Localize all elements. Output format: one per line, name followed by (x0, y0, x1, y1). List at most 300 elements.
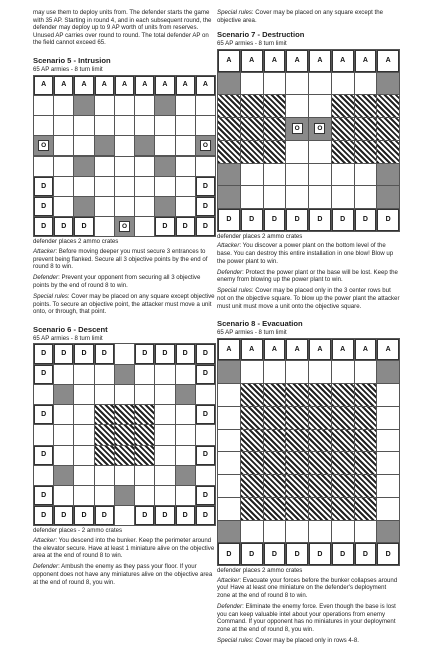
objective-area-cell (264, 430, 286, 452)
defender-deploy-cell: D (196, 405, 215, 424)
empty-cell (176, 486, 195, 505)
objective-area-cell (115, 405, 134, 424)
objective-area-cell (264, 498, 286, 520)
scenario-5-title: Scenario 5 - Intrusion (33, 55, 111, 65)
defender-deploy-cell: D (34, 365, 53, 384)
empty-cell (95, 116, 114, 135)
empty-cell (264, 521, 286, 543)
scenario-6-attacker: Attacker: You descend into the bunker. Keep the perimeter around the elevator secure. Have at least 1 miniature alive on the objective area at the end of round 8 to win. (33, 537, 215, 560)
objective-area-cell (355, 384, 377, 406)
empty-cell (377, 430, 399, 452)
empty-cell (74, 365, 93, 384)
empty-cell (54, 425, 73, 444)
empty-cell (355, 521, 377, 543)
objective-area-cell (309, 407, 331, 429)
scenario-7-subtitle: 65 AP armies - 8 turn limit (217, 40, 287, 48)
attacker-deploy-cell: A (309, 339, 331, 361)
objective-area-cell (377, 118, 399, 140)
objective-area-cell (241, 452, 263, 474)
objective-area-cell (264, 141, 286, 163)
objective-area-cell (309, 475, 331, 497)
empty-cell (115, 157, 134, 176)
defender-deploy-cell: D (34, 344, 53, 363)
attacker-deploy-cell: A (286, 50, 308, 72)
empty-cell (377, 384, 399, 406)
attacker-deploy-cell: A (95, 76, 114, 95)
attacker-deploy-cell: A (196, 76, 215, 95)
empty-cell (115, 96, 134, 115)
empty-cell (95, 157, 114, 176)
scenario-8-map (217, 338, 400, 567)
defender-deploy-cell: D (286, 209, 308, 231)
wall-cell (135, 136, 154, 155)
empty-cell (309, 73, 331, 95)
wall-cell (377, 186, 399, 208)
defender-deploy-cell: D (355, 209, 377, 231)
empty-cell (54, 405, 73, 424)
empty-cell (115, 116, 134, 135)
objective-area-cell (264, 384, 286, 406)
wall-cell (377, 361, 399, 383)
wall-cell (115, 365, 134, 384)
defender-deploy-cell: D (155, 217, 174, 236)
defender-deploy-cell: D (218, 209, 240, 231)
scenario-5-map (33, 75, 216, 238)
empty-cell (286, 521, 308, 543)
empty-cell (74, 466, 93, 485)
wall-cell (74, 96, 93, 115)
defender-deploy-cell: D (332, 543, 354, 565)
defender-deploy-cell: D (196, 506, 215, 525)
empty-cell (54, 96, 73, 115)
empty-cell (196, 116, 215, 135)
empty-cell (135, 486, 154, 505)
defender-deploy-cell: D (34, 217, 53, 236)
scenario-6-map (33, 343, 216, 526)
empty-cell (34, 466, 53, 485)
empty-cell (135, 466, 154, 485)
empty-cell (34, 96, 53, 115)
objective-area-cell (309, 430, 331, 452)
empty-cell (135, 96, 154, 115)
defender-deploy-cell: D (377, 209, 399, 231)
empty-cell (286, 361, 308, 383)
wall-cell (74, 157, 93, 176)
scenario-7-map (217, 49, 400, 232)
empty-cell (74, 136, 93, 155)
empty-cell (135, 365, 154, 384)
empty-cell (377, 407, 399, 429)
objective-area-cell (115, 425, 134, 444)
defender-deploy-cell: D (176, 506, 195, 525)
empty-cell (155, 446, 174, 465)
scenario-5-caption: defender places 2 ammo crates (33, 238, 119, 246)
empty-cell (95, 466, 114, 485)
empty-cell (74, 446, 93, 465)
empty-cell (74, 425, 93, 444)
empty-cell (241, 164, 263, 186)
empty-cell (264, 73, 286, 95)
empty-cell (377, 452, 399, 474)
scenario-5-subtitle: 65 AP armies - 8 turn limit (33, 65, 103, 73)
attacker-deploy-cell: A (176, 76, 195, 95)
empty-cell (155, 466, 174, 485)
wall-cell (95, 136, 114, 155)
empty-cell (74, 177, 93, 196)
objective-area-cell (332, 95, 354, 117)
empty-cell (54, 365, 73, 384)
objective-area-cell (286, 475, 308, 497)
attacker-deploy-cell: A (309, 50, 331, 72)
empty-cell (264, 361, 286, 383)
scenario-6-title: Scenario 6 - Descent (33, 324, 108, 334)
empty-cell (309, 164, 331, 186)
empty-cell (196, 157, 215, 176)
objective-area-cell (241, 407, 263, 429)
objective-area-cell (309, 384, 331, 406)
empty-cell (95, 177, 114, 196)
wall-cell (115, 486, 134, 505)
intro-paragraph: may use them to deploy units from. The defender starts the game with 35 AP. Starting in round 4, and in each subsequent round, the defender may deploy up to 9 AP worth of units from reserves. Unused AP carries over round to round. The total defender AP on the field cannot exceed 65. (33, 9, 212, 47)
objective-area-cell (264, 407, 286, 429)
empty-cell (355, 361, 377, 383)
empty-cell (135, 157, 154, 176)
scenario-6-subtitle: 65 AP armies - 8 turn limit (33, 334, 103, 342)
wall-cell (176, 385, 195, 404)
defender-deploy-cell: D (34, 177, 53, 196)
wall-cell (377, 164, 399, 186)
defender-deploy-cell: D (264, 209, 286, 231)
objective-point-cell: O (115, 217, 134, 236)
defender-deploy-cell: D (286, 543, 308, 565)
defender-deploy-cell: D (54, 217, 73, 236)
empty-cell (155, 116, 174, 135)
empty-cell (34, 425, 53, 444)
empty-cell (218, 475, 240, 497)
objective-point-cell: O (309, 118, 331, 140)
wall-cell (218, 361, 240, 383)
empty-cell (135, 385, 154, 404)
empty-cell (286, 95, 308, 117)
attacker-deploy-cell: A (332, 50, 354, 72)
empty-cell (54, 116, 73, 135)
scenario-8-caption: defender places 2 ammo crates (217, 567, 303, 575)
empty-cell (309, 521, 331, 543)
objective-area-cell (241, 475, 263, 497)
scenario-7-attacker: Attacker: You discover a power plant on the bottom level of the base. You can destroy this entire installation in one blow! Blow up the power plant to win. (217, 242, 394, 265)
empty-cell (74, 116, 93, 135)
objective-area-cell (332, 118, 354, 140)
empty-cell (155, 486, 174, 505)
empty-cell (196, 425, 215, 444)
scenario-7-caption: defender places 2 ammo crates (217, 232, 303, 240)
objective-area-cell (135, 425, 154, 444)
wall-cell (155, 157, 174, 176)
empty-cell (309, 141, 331, 163)
empty-cell (135, 116, 154, 135)
objective-area-cell (377, 95, 399, 117)
objective-area-cell (355, 475, 377, 497)
scenario-6-defender: Defender: Ambush the enemy as they pass your floor. If your opponent does not have any miniatures alive on the objective area at the end of round 8, you win. (33, 563, 213, 586)
attacker-deploy-cell: A (355, 339, 377, 361)
empty-cell (218, 452, 240, 474)
empty-cell (155, 385, 174, 404)
objective-area-cell (218, 141, 240, 163)
attacker-deploy-cell: A (264, 50, 286, 72)
objective-area-cell (286, 407, 308, 429)
empty-cell (332, 73, 354, 95)
empty-cell (196, 96, 215, 115)
objective-area-cell (95, 405, 114, 424)
scenario-5-special: Special rules: Cover may be placed on any square except objective points. To secure an objective point, the attacker must move a unit onto, or through, that point. (33, 293, 215, 316)
empty-cell (135, 217, 154, 236)
defender-deploy-cell: D (241, 543, 263, 565)
empty-cell (241, 521, 263, 543)
objective-area-cell (241, 141, 263, 163)
empty-cell (54, 446, 73, 465)
empty-cell (176, 116, 195, 135)
attacker-deploy-cell: A (241, 339, 263, 361)
objective-area-cell (355, 141, 377, 163)
empty-cell (95, 96, 114, 115)
wall-cell (218, 164, 240, 186)
scenario-7-title: Scenario 7 - Destruction (217, 30, 305, 40)
empty-cell (264, 164, 286, 186)
attacker-deploy-cell: A (218, 339, 240, 361)
objective-area-cell (355, 118, 377, 140)
objective-area-cell (286, 452, 308, 474)
defender-deploy-cell: D (196, 197, 215, 216)
objective-area-cell (264, 95, 286, 117)
empty-cell (176, 157, 195, 176)
objective-area-cell (264, 118, 286, 140)
objective-area-cell (332, 407, 354, 429)
empty-cell (218, 407, 240, 429)
objective-area-cell (332, 498, 354, 520)
objective-area-cell (332, 141, 354, 163)
defender-deploy-cell: D (176, 217, 195, 236)
attacker-deploy-cell: A (115, 76, 134, 95)
objective-point-cell: O (34, 136, 53, 155)
objective-area-cell (241, 118, 263, 140)
empty-cell (309, 361, 331, 383)
objective-area-cell (332, 430, 354, 452)
defender-deploy-cell: D (355, 543, 377, 565)
empty-cell (332, 164, 354, 186)
empty-cell (95, 365, 114, 384)
attacker-deploy-cell: A (54, 76, 73, 95)
empty-cell (176, 365, 195, 384)
defender-deploy-cell: D (196, 486, 215, 505)
defender-deploy-cell: D (74, 217, 93, 236)
empty-cell (54, 157, 73, 176)
empty-cell (115, 344, 134, 363)
defender-deploy-cell: D (196, 344, 215, 363)
defender-deploy-cell: D (264, 543, 286, 565)
objective-area-cell (286, 430, 308, 452)
defender-deploy-cell: D (196, 177, 215, 196)
defender-deploy-cell: D (54, 506, 73, 525)
attacker-deploy-cell: A (135, 76, 154, 95)
empty-cell (34, 385, 53, 404)
empty-cell (377, 475, 399, 497)
empty-cell (286, 141, 308, 163)
empty-cell (176, 96, 195, 115)
empty-cell (264, 186, 286, 208)
wall-cell (377, 73, 399, 95)
empty-cell (176, 405, 195, 424)
scenario-8-attacker: Attacker: Evacuate your forces before the bunker collapses around you! Have at least one miniature on the defender's deployment zone at the end of round 8 to win. (217, 576, 398, 599)
objective-area-cell (135, 446, 154, 465)
empty-cell (115, 385, 134, 404)
empty-cell (241, 361, 263, 383)
empty-cell (135, 197, 154, 216)
empty-cell (286, 73, 308, 95)
empty-cell (218, 384, 240, 406)
scenario-8-special: Special rules: Cover may be placed only in rows 4-8. (217, 636, 359, 644)
empty-cell (74, 385, 93, 404)
empty-cell (286, 164, 308, 186)
defender-deploy-cell: D (196, 365, 215, 384)
empty-cell (176, 136, 195, 155)
defender-deploy-cell: D (34, 486, 53, 505)
empty-cell (95, 217, 114, 236)
left-column (33, 9, 216, 590)
empty-cell (176, 197, 195, 216)
empty-cell (286, 186, 308, 208)
objective-area-cell (355, 95, 377, 117)
empty-cell (115, 506, 134, 525)
attacker-deploy-cell: A (74, 76, 93, 95)
attacker-deploy-cell: A (241, 50, 263, 72)
empty-cell (34, 116, 53, 135)
scenario-7-defender: Defender: Protect the power plant or the base will be lost. Keep the enemy from blowing up the power plant to win. (217, 268, 398, 284)
defender-deploy-cell: D (34, 446, 53, 465)
attacker-deploy-cell: A (332, 339, 354, 361)
empty-cell (355, 73, 377, 95)
defender-deploy-cell: D (74, 344, 93, 363)
wall-cell (218, 186, 240, 208)
empty-cell (332, 521, 354, 543)
objective-area-cell (309, 498, 331, 520)
attacker-deploy-cell: A (377, 339, 399, 361)
empty-cell (54, 197, 73, 216)
empty-cell (135, 177, 154, 196)
empty-cell (115, 177, 134, 196)
empty-cell (377, 498, 399, 520)
wall-cell (218, 521, 240, 543)
defender-deploy-cell: D (218, 543, 240, 565)
right-intro: Special rules: Cover may be placed on any square except the objective area. (217, 9, 383, 24)
objective-area-cell (218, 118, 240, 140)
defender-deploy-cell: D (309, 543, 331, 565)
empty-cell (155, 136, 174, 155)
wall-cell (54, 385, 73, 404)
defender-deploy-cell: D (74, 506, 93, 525)
empty-cell (115, 136, 134, 155)
empty-cell (309, 95, 331, 117)
wall-cell (218, 73, 240, 95)
attacker-deploy-cell: A (155, 76, 174, 95)
defender-deploy-cell: D (309, 209, 331, 231)
empty-cell (332, 186, 354, 208)
objective-area-cell (264, 475, 286, 497)
empty-cell (155, 425, 174, 444)
defender-deploy-cell: D (54, 344, 73, 363)
empty-cell (115, 466, 134, 485)
right-column (217, 9, 400, 648)
empty-cell (218, 430, 240, 452)
empty-cell (241, 186, 263, 208)
wall-cell (377, 521, 399, 543)
defender-deploy-cell: D (34, 197, 53, 216)
empty-cell (218, 498, 240, 520)
defender-deploy-cell: D (196, 217, 215, 236)
objective-area-cell (332, 452, 354, 474)
objective-area-cell (309, 452, 331, 474)
empty-cell (74, 405, 93, 424)
empty-cell (155, 365, 174, 384)
empty-cell (176, 177, 195, 196)
objective-area-cell (241, 430, 263, 452)
defender-deploy-cell: D (34, 506, 53, 525)
wall-cell (155, 96, 174, 115)
defender-deploy-cell: D (241, 209, 263, 231)
empty-cell (355, 186, 377, 208)
defender-deploy-cell: D (176, 344, 195, 363)
objective-area-cell (135, 405, 154, 424)
wall-cell (74, 197, 93, 216)
wall-cell (155, 197, 174, 216)
empty-cell (176, 425, 195, 444)
empty-cell (196, 466, 215, 485)
defender-deploy-cell: D (95, 344, 114, 363)
empty-cell (54, 136, 73, 155)
objective-area-cell (264, 452, 286, 474)
empty-cell (241, 73, 263, 95)
objective-area-cell (241, 384, 263, 406)
empty-cell (355, 164, 377, 186)
attacker-deploy-cell: A (286, 339, 308, 361)
empty-cell (34, 157, 53, 176)
empty-cell (309, 186, 331, 208)
attacker-deploy-cell: A (34, 76, 53, 95)
objective-point-cell: O (196, 136, 215, 155)
attacker-deploy-cell: A (377, 50, 399, 72)
empty-cell (95, 385, 114, 404)
objective-area-cell (355, 430, 377, 452)
scenario-8-defender: Defender: Eliminate the enemy force. Even though the base is lost you can keep valuable intel about your operations from enemy Command. If your opponent has no miniatures in your deployment zone at the end of round 8, you win. (217, 603, 396, 633)
empty-cell (196, 385, 215, 404)
objective-area-cell (286, 384, 308, 406)
objective-area-cell (218, 95, 240, 117)
defender-deploy-cell: D (135, 506, 154, 525)
objective-area-cell (355, 452, 377, 474)
objective-area-cell (355, 407, 377, 429)
objective-area-cell (95, 425, 114, 444)
objective-area-cell (332, 475, 354, 497)
attacker-deploy-cell: A (218, 50, 240, 72)
defender-deploy-cell: D (377, 543, 399, 565)
attacker-deploy-cell: A (355, 50, 377, 72)
defender-deploy-cell: D (135, 344, 154, 363)
empty-cell (155, 177, 174, 196)
empty-cell (115, 197, 134, 216)
objective-point-cell: O (286, 118, 308, 140)
wall-cell (176, 466, 195, 485)
scenario-6-caption: defender places - 2 ammo crates (33, 527, 123, 535)
defender-deploy-cell: D (155, 506, 174, 525)
